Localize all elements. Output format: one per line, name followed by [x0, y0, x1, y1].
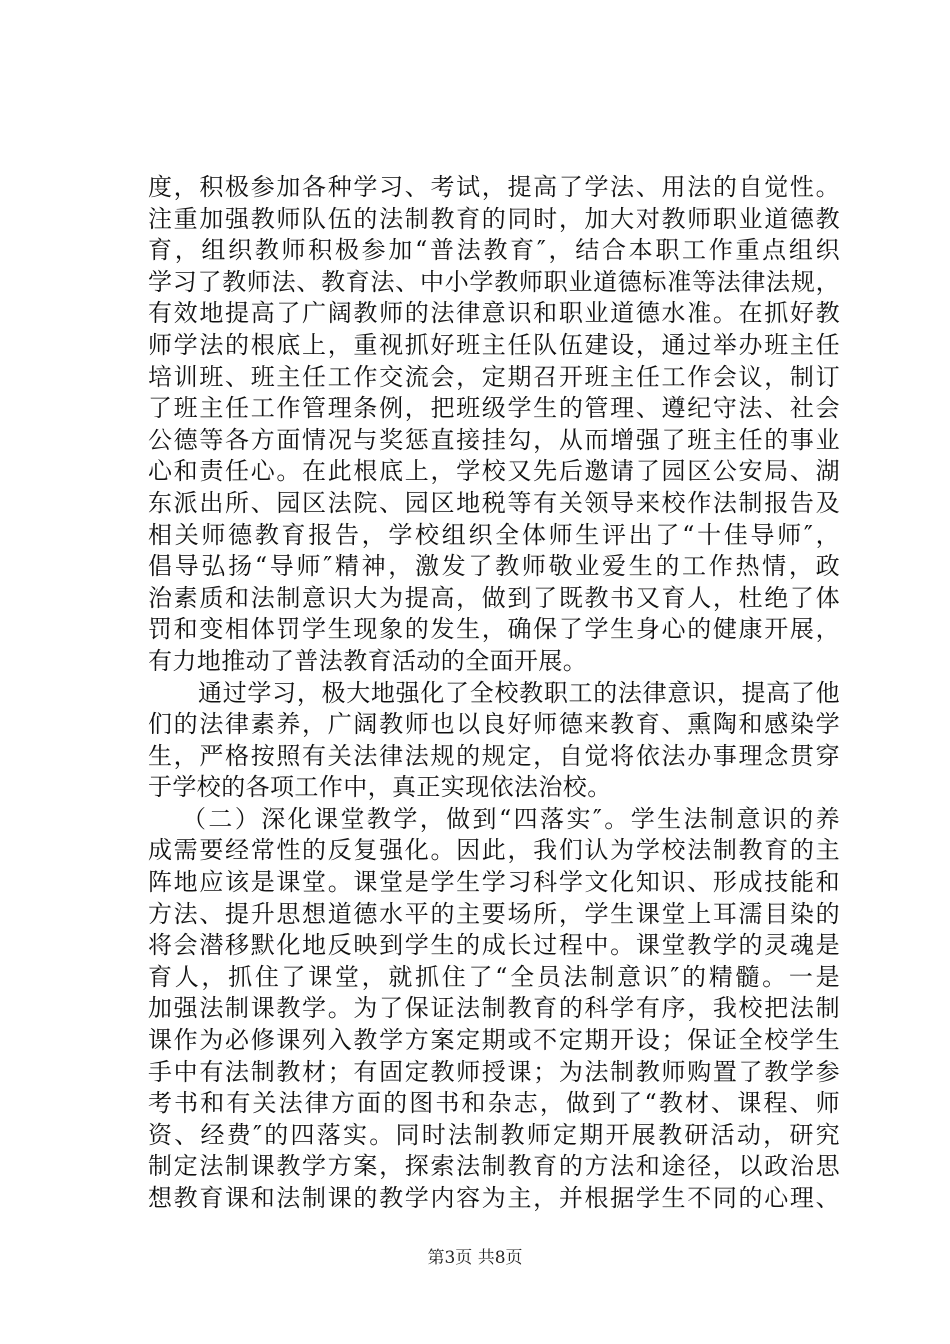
text-line: 有效地提高了广阔教师的法律意识和职业道德水准。在抓好教 — [148, 299, 840, 328]
text-line: 培训班、班主任工作交流会，定期召开班主任工作会议，制订 — [148, 362, 840, 391]
text-line: 资、经费″的四落实。同时法制教师定期开展教研活动，研究 — [148, 1120, 840, 1149]
paragraph-start-line: 通过学习，极大地强化了全校教职工的法律意识，提高了他 — [198, 678, 840, 707]
text-line: 加强法制课教学。为了保证法制教育的科学有序，我校把法制 — [148, 994, 840, 1023]
text-line: 课作为必修课列入教学方案定期或不定期开设；保证全校学生 — [148, 1026, 840, 1055]
text-line: 相关师德教育报告，学校组织全体师生评出了“十佳导师″， — [148, 520, 840, 549]
text-line: 手中有法制教材；有固定教师授课；为法制教师购置了教学参 — [148, 1057, 840, 1086]
text-line: 罚和变相体罚学生现象的发生，确保了学生身心的健康开展， — [148, 615, 840, 644]
text-line: 了班主任工作管理条例，把班级学生的管理、遵纪守法、社会 — [148, 394, 840, 423]
page-number-footer: 第3页 共8页 — [427, 1248, 523, 1268]
text-line: 度，积极参加各种学习、考试，提高了学法、用法的自觉性。 — [148, 173, 840, 201]
text-line: 有力地推动了普法教育活动的全面开展。 — [148, 646, 588, 675]
text-line: 考书和有关法律方面的图书和杂志，做到了“教材、课程、师 — [148, 1089, 840, 1118]
text-line: 育人，抓住了课堂，就抓住了“全员法制意识″的精髓。一是 — [148, 962, 840, 991]
text-line: 制定法制课教学方案，探索法制教育的方法和途径，以政治思 — [148, 1152, 840, 1181]
text-line: 育，组织教师积极参加“普法教育″，结合本职工作重点组织 — [148, 236, 840, 265]
text-line: 公德等各方面情况与奖惩直接挂勾，从而增强了班主任的事业 — [148, 425, 840, 454]
text-line: 于学校的各项工作中，真正实现依法治校。 — [148, 773, 612, 802]
text-line: 阵地应该是课堂。课堂是学生学习科学文化知识、形成技能和 — [148, 868, 840, 897]
section-heading-line: （二）深化课堂教学，做到“四落实″。学生法制意识的养 — [182, 804, 840, 833]
text-line: 东派出所、园区法院、园区地税等有关领导来校作法制报告及 — [148, 488, 840, 517]
text-line: 们的法律素养，广阔教师也以良好师德来教育、熏陶和感染学 — [148, 710, 840, 739]
text-line: 学习了教师法、教育法、中小学教师职业道德标准等法律法规， — [148, 267, 840, 296]
text-line: 成需要经常性的反复强化。因此，我们认为学校法制教育的主 — [148, 836, 840, 865]
text-line: 将会潜移默化地反映到学生的成长过程中。课堂教学的灵魂是 — [148, 931, 840, 960]
text-line: 注重加强教师队伍的法制教育的同时，加大对教师职业道德教 — [148, 204, 840, 233]
text-line: 治素质和法制意识大为提高，做到了既教书又育人，杜绝了体 — [148, 583, 840, 612]
text-line: 想教育课和法制课的教学内容为主，并根据学生不同的心理、 — [148, 1184, 840, 1212]
text-line: 倡导弘扬“导师″精神，激发了教师敬业爱生的工作热情，政 — [148, 552, 840, 581]
text-line: 心和责任心。在此根底上，学校又先后邀请了园区公安局、湖 — [148, 457, 840, 486]
text-line: 师学法的根底上，重视抓好班主任队伍建设，通过举办班主任 — [148, 330, 840, 359]
body-text — [148, 172, 840, 1215]
text-line: 方法、提升思想道德水平的主要场所，学生课堂上耳濡目染的 — [148, 899, 840, 928]
text-line: 生，严格按照有关法律法规的规定，自觉将依法办事理念贯穿 — [148, 741, 840, 770]
